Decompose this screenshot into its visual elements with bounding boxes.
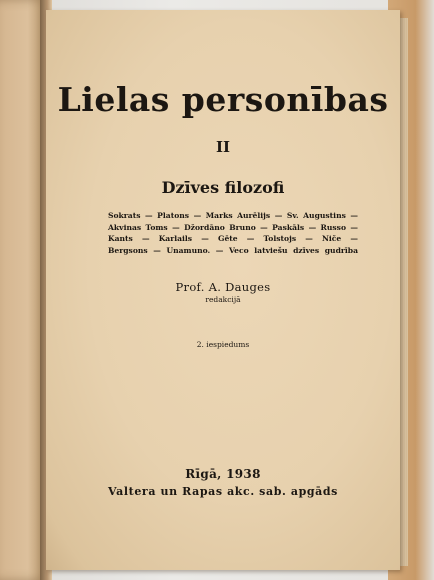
editor-note: redakcijā	[205, 295, 241, 304]
volume-number: II	[215, 138, 231, 156]
edition-label: 2. iespiedums	[196, 340, 250, 349]
publisher: Valtera un Rapas akc. sab. apgāds	[108, 485, 338, 498]
philosopher-list-line: Bergsons — Unamuno. — Veco latviešu dzīves gudrība	[108, 245, 358, 255]
title-page-content	[46, 10, 400, 570]
philosopher-list-line: Kants — Karlails — Gēte — Tolstojs — Niče —	[108, 234, 358, 243]
philosopher-list-line: Sokrats — Platons — Marks Aurēlijs — Sv. Augustins —	[108, 211, 358, 220]
book-title: Lielas personības	[57, 80, 389, 119]
place-and-year: Rīgā, 1938	[185, 467, 261, 481]
editor-name: Prof. A. Dauges	[175, 280, 271, 294]
book-subtitle: Dzīves filozofi	[161, 178, 285, 197]
philosopher-list	[108, 210, 358, 256]
philosopher-list-line: Akvinas Toms — Džordāno Bruno — Paskāls — Russo —	[108, 222, 358, 232]
